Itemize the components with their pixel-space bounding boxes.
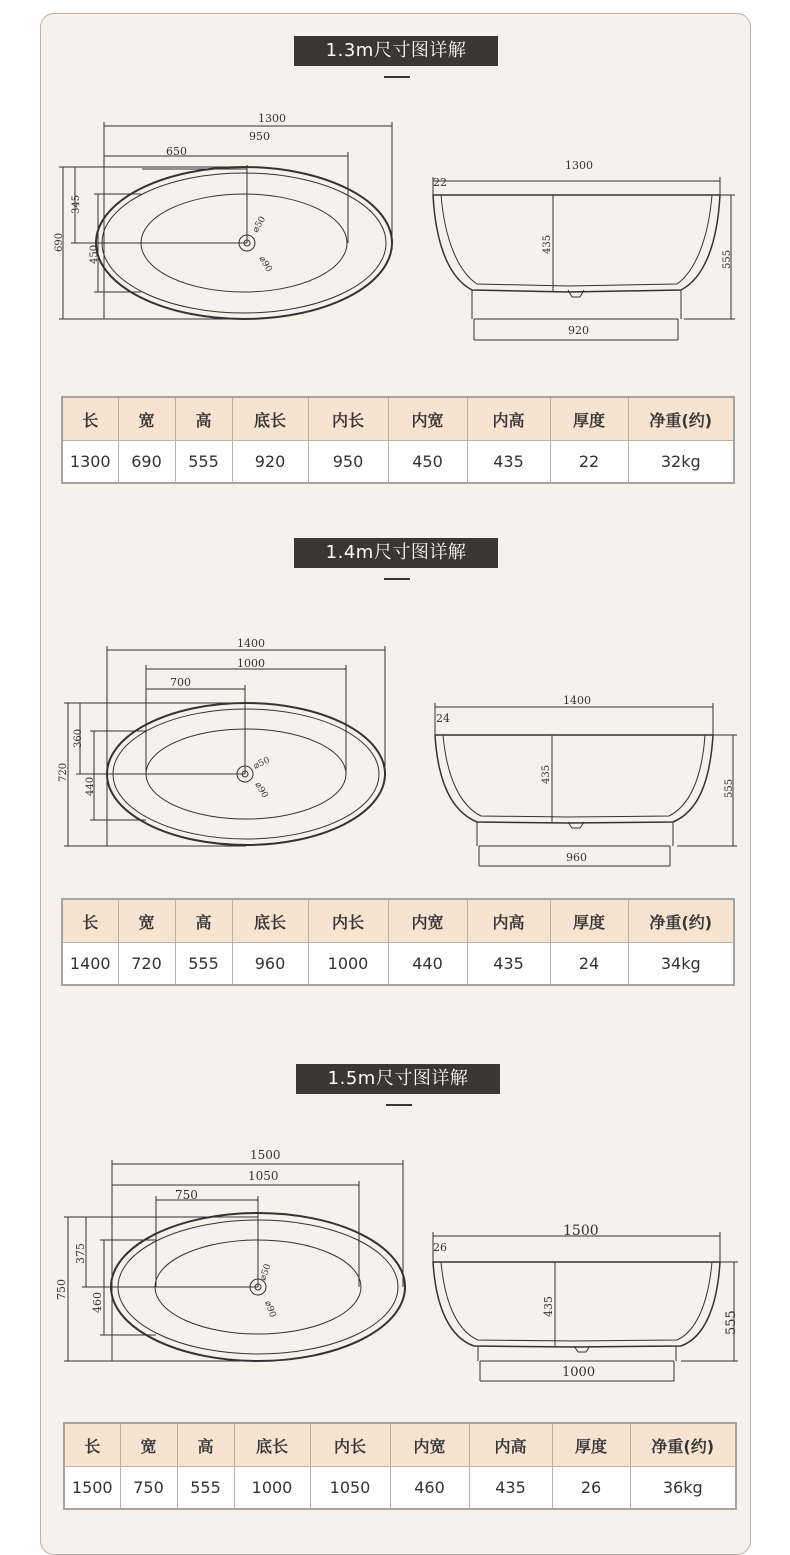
table-header-cell: 厚度 [552, 1423, 630, 1467]
table-cell: 1000 [308, 943, 388, 986]
side-dim-thickness: 24 [436, 712, 450, 725]
table-cell: 34kg [628, 943, 734, 986]
dimension-drawing [41, 14, 750, 364]
side-dim-base-length: 960 [566, 851, 587, 864]
side-dim-height: 555 [722, 249, 733, 269]
table-cell: 950 [308, 441, 388, 484]
dimension-drawing [41, 526, 750, 876]
dim-half-width: 345 [71, 194, 82, 214]
table-header-cell: 长 [64, 1423, 120, 1467]
table-cell: 435 [467, 943, 550, 986]
side-view [433, 1232, 738, 1381]
top-view [64, 646, 385, 846]
table-cell: 1000 [234, 1467, 310, 1510]
table-header-cell: 厚度 [550, 397, 628, 441]
table-cell: 24 [550, 943, 628, 986]
table-header-cell: 内宽 [388, 397, 467, 441]
dimension-drawing [41, 1052, 750, 1402]
table-cell: 555 [175, 441, 232, 484]
table-row [64, 1467, 736, 1510]
dim-half-inner: 700 [170, 676, 191, 689]
dim-inner-length: 950 [249, 130, 270, 143]
dim-length: 1500 [250, 1148, 281, 1162]
table-cell: 22 [550, 441, 628, 484]
table-row [62, 943, 734, 986]
spec-sheet [40, 13, 751, 1555]
table-cell: 460 [390, 1467, 469, 1510]
table-header-cell: 内宽 [388, 899, 467, 943]
table-cell: 720 [118, 943, 175, 986]
table-header-cell: 底长 [232, 397, 308, 441]
side-dim-inner-height: 435 [541, 764, 552, 784]
table-cell: 440 [388, 943, 467, 986]
dim-drain-b: ⌀90 [256, 254, 274, 275]
top-view [59, 122, 392, 319]
section-title: 1.4m尺寸图详解 [294, 538, 498, 568]
dim-inner-length: 1050 [248, 1169, 279, 1183]
dim-drain-a: ⌀50 [250, 214, 269, 235]
dim-half-inner: 750 [175, 1188, 198, 1202]
table-header-cell: 内长 [308, 899, 388, 943]
table-cell: 435 [469, 1467, 552, 1510]
spec-table [61, 898, 735, 986]
table-header-cell: 内长 [310, 1423, 390, 1467]
table-cell: 920 [232, 441, 308, 484]
dim-inner-width: 460 [91, 1292, 104, 1313]
spec-table [61, 396, 735, 484]
dim-width: 750 [55, 1279, 68, 1300]
side-dim-height: 555 [724, 1310, 739, 1335]
table-cell: 26 [552, 1467, 630, 1510]
dim-half-width: 375 [74, 1243, 87, 1264]
table-header-cell: 内长 [308, 397, 388, 441]
table-header-row [62, 899, 734, 943]
table-header-cell: 内高 [467, 899, 550, 943]
dim-width: 690 [54, 232, 65, 252]
table-header-cell: 高 [175, 397, 232, 441]
side-dim-base-length: 920 [568, 324, 589, 337]
side-dim-thickness: 26 [433, 1241, 447, 1254]
side-dim-height: 555 [724, 778, 735, 798]
section-1-3m [41, 14, 750, 504]
side-dim-base-length: 1000 [562, 1365, 596, 1380]
table-header-cell: 宽 [118, 899, 175, 943]
section-title: 1.5m尺寸图详解 [296, 1064, 500, 1094]
spec-table [63, 1422, 737, 1510]
dim-half-inner: 650 [166, 145, 187, 158]
dim-drain-a: ⌀50 [252, 755, 272, 772]
dim-inner-length: 1000 [237, 657, 265, 670]
table-header-cell: 净重(约) [628, 899, 734, 943]
table-cell: 690 [118, 441, 175, 484]
table-header-cell: 长 [62, 899, 118, 943]
table-header-cell: 净重(约) [628, 397, 734, 441]
dim-inner-width: 450 [89, 244, 100, 264]
table-header-cell: 宽 [118, 397, 175, 441]
table-cell: 960 [232, 943, 308, 986]
table-header-cell: 底长 [234, 1423, 310, 1467]
table-header-cell: 高 [177, 1423, 234, 1467]
dim-drain-b: ⌀90 [262, 1299, 278, 1319]
top-view [64, 1160, 405, 1361]
table-cell: 1500 [64, 1467, 120, 1510]
table-header-cell: 内高 [469, 1423, 552, 1467]
table-cell: 32kg [628, 441, 734, 484]
table-header-cell: 内宽 [390, 1423, 469, 1467]
side-dim-length: 1300 [565, 159, 593, 172]
side-dim-length: 1500 [563, 1223, 599, 1239]
dim-inner-width: 440 [85, 776, 96, 796]
table-cell: 555 [175, 943, 232, 986]
section-1-4m [41, 526, 750, 1016]
table-header-row [62, 397, 734, 441]
section-1-5m [41, 1052, 750, 1552]
table-header-cell: 长 [62, 397, 118, 441]
side-dim-length: 1400 [563, 694, 591, 707]
table-cell: 750 [120, 1467, 177, 1510]
table-header-row [64, 1423, 736, 1467]
side-dim-inner-height: 435 [542, 234, 553, 254]
table-header-cell: 净重(约) [630, 1423, 736, 1467]
table-cell: 1400 [62, 943, 118, 986]
table-cell: 1050 [310, 1467, 390, 1510]
table-cell: 450 [388, 441, 467, 484]
table-header-cell: 宽 [120, 1423, 177, 1467]
table-cell: 1300 [62, 441, 118, 484]
side-view [433, 177, 735, 340]
dim-drain-a: ⌀50 [258, 1262, 274, 1283]
dim-drain-b: ⌀90 [252, 780, 270, 801]
table-header-cell: 内高 [467, 397, 550, 441]
dim-length: 1400 [237, 637, 265, 650]
dim-half-width: 360 [73, 728, 84, 748]
dim-width: 720 [58, 762, 69, 782]
side-dim-inner-height: 435 [542, 1296, 555, 1317]
table-header-cell: 高 [175, 899, 232, 943]
side-view [435, 703, 737, 866]
table-cell: 555 [177, 1467, 234, 1510]
table-header-cell: 底长 [232, 899, 308, 943]
side-dim-thickness: 22 [433, 176, 447, 189]
table-header-cell: 厚度 [550, 899, 628, 943]
dim-length: 1300 [258, 112, 286, 125]
table-cell: 435 [467, 441, 550, 484]
table-cell: 36kg [630, 1467, 736, 1510]
table-row [62, 441, 734, 484]
section-title: 1.3m尺寸图详解 [294, 36, 498, 66]
